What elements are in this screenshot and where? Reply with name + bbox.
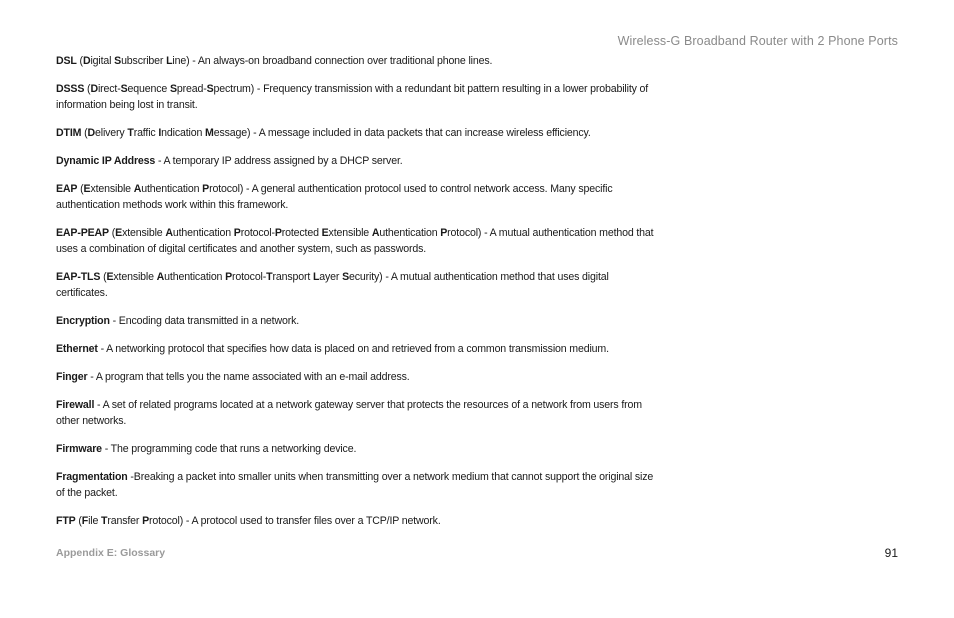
definition-text: uthentication <box>141 183 203 195</box>
acronym-letter: A <box>133 183 142 195</box>
acronym-letter: S <box>120 83 128 95</box>
glossary-entry <box>56 513 662 529</box>
glossary-term: Dynamic IP Address <box>56 155 156 167</box>
glossary-term: DSSS <box>56 83 85 95</box>
definition-text: - A temporary IP address assigned by a DHCP server. <box>157 155 403 167</box>
definition-text: rotected <box>281 227 322 239</box>
acronym-letter: S <box>206 83 214 95</box>
glossary-entry <box>56 225 662 257</box>
acronym-letter: I <box>158 127 162 139</box>
glossary-term: Finger <box>56 371 88 383</box>
glossary-term: Fragmentation <box>56 471 128 483</box>
definition-text: ransport <box>272 271 313 283</box>
acronym-letter: E <box>321 227 329 239</box>
definition-text: igital <box>90 55 115 67</box>
acronym-letter: S <box>114 55 122 67</box>
definition-text: rotocol) - A mutual authentication method that uses a combination of digital certificates and another system, such as passwords. <box>56 227 654 255</box>
definition-text: equence <box>127 83 170 95</box>
definition-text: uthentication <box>379 227 441 239</box>
definition-text: ubscriber <box>121 55 167 67</box>
definition-text: irect- <box>97 83 121 95</box>
definition-text: ayer <box>319 271 343 283</box>
definition-text: pread- <box>176 83 207 95</box>
definition-text: elivery <box>95 127 128 139</box>
definition-text: - A set of related programs located at a network gateway server that protects the resources of a network from users from other networks. <box>56 399 642 427</box>
glossary-entry <box>56 341 662 357</box>
glossary-entry <box>56 269 662 301</box>
glossary-term: EAP <box>56 183 78 195</box>
definition-text: ( <box>103 271 107 283</box>
acronym-letter: P <box>202 183 210 195</box>
acronym-letter: S <box>169 83 177 95</box>
glossary-term: DTIM <box>56 127 82 139</box>
acronym-letter: L <box>166 55 173 67</box>
glossary-term: EAP-TLS <box>56 271 101 283</box>
acronym-letter: P <box>440 227 448 239</box>
acronym-letter: E <box>115 227 123 239</box>
glossary-term: FTP <box>56 515 76 527</box>
definition-text: - A program that tells you the name associated with an e-mail address. <box>90 371 410 383</box>
definition-text: xtensible <box>90 183 134 195</box>
glossary-entry <box>56 81 662 113</box>
glossary-term: Ethernet <box>56 343 98 355</box>
acronym-letter: D <box>90 83 98 95</box>
acronym-letter: A <box>156 271 165 283</box>
acronym-letter: D <box>82 55 91 67</box>
definition-text: - The programming code that runs a networking device. <box>104 443 357 455</box>
acronym-letter: S <box>342 271 349 283</box>
glossary-term: Encryption <box>56 315 110 327</box>
definition-text: -Breaking a packet into smaller units when transmitting over a network medium that cannot support the original size of the packet. <box>56 471 654 499</box>
acronym-letter: L <box>312 271 320 283</box>
acronym-letter: P <box>142 515 149 527</box>
glossary-entry <box>56 397 662 429</box>
acronym-letter: D <box>87 127 95 139</box>
definition-text: ( <box>79 55 83 67</box>
definition-text: rotocol- <box>240 227 275 239</box>
acronym-letter: P <box>274 227 282 239</box>
glossary-entry <box>56 181 662 213</box>
definition-text: - Encoding data transmitted in a network. <box>112 315 300 327</box>
definition-text: uthentication <box>164 271 226 283</box>
glossary-entry <box>56 441 662 457</box>
glossary-list <box>56 53 662 541</box>
definition-text: essage) - A message included in data packets that can increase wireless efficiency. <box>213 127 591 139</box>
definition-text: rotocol) - A protocol used to transfer files over a TCP/IP network. <box>149 515 441 527</box>
glossary-term: Firewall <box>56 399 95 411</box>
acronym-letter: P <box>225 271 233 283</box>
definition-text: - A networking protocol that specifies how data is placed on and retrieved from a common transmission medium. <box>100 343 609 355</box>
definition-text: xtensible <box>113 271 157 283</box>
definition-text: uthentication <box>172 227 234 239</box>
definition-text: ine) - An always-on broadband connection over traditional phone lines. <box>172 55 493 67</box>
definition-text: ecurity) - A mutual authentication method that uses digital certificates. <box>56 271 609 299</box>
acronym-letter: T <box>101 515 108 527</box>
glossary-term: DSL <box>56 55 77 67</box>
glossary-entry <box>56 313 662 329</box>
glossary-entry <box>56 125 662 141</box>
definition-text: xtensible <box>122 227 166 239</box>
glossary-entry <box>56 53 662 69</box>
acronym-letter: T <box>266 271 273 283</box>
definition-text: pectrum) - Frequency transmission with a redundant bit pattern resulting in a lower probability of information being lost in transit. <box>56 83 649 111</box>
acronym-letter: P <box>233 227 241 239</box>
definition-text: rotocol) - A general authentication protocol used to control network access. Many specific authentication methods work within this framework. <box>56 183 613 211</box>
definition-text: ( <box>78 515 82 527</box>
definition-text: ( <box>80 183 84 195</box>
acronym-letter: E <box>83 183 91 195</box>
definition-text: ransfer <box>107 515 143 527</box>
definition-text: ( <box>87 83 91 95</box>
definition-text: raffic <box>133 127 159 139</box>
acronym-letter: E <box>106 271 114 283</box>
glossary-entry <box>56 153 662 169</box>
acronym-letter: F <box>81 515 89 527</box>
page-number: 91 <box>884 546 898 560</box>
definition-text: rotocol- <box>232 271 267 283</box>
footer-section-label: Appendix E: Glossary <box>56 547 166 559</box>
definition-text: ( <box>84 127 88 139</box>
definition-text: ndication <box>161 127 206 139</box>
definition-text: ile <box>88 515 102 527</box>
document-header-title: Wireless-G Broadband Router with 2 Phone Ports <box>617 34 898 48</box>
definition-text: ( <box>111 227 116 239</box>
glossary-entry <box>56 469 662 501</box>
acronym-letter: A <box>165 227 173 239</box>
acronym-letter: T <box>127 127 134 139</box>
acronym-letter: M <box>205 127 214 139</box>
glossary-entry <box>56 369 662 385</box>
acronym-letter: A <box>371 227 380 239</box>
definition-text: xtensible <box>328 227 372 239</box>
glossary-term: EAP-PEAP <box>56 227 109 239</box>
glossary-term: Firmware <box>56 443 102 455</box>
